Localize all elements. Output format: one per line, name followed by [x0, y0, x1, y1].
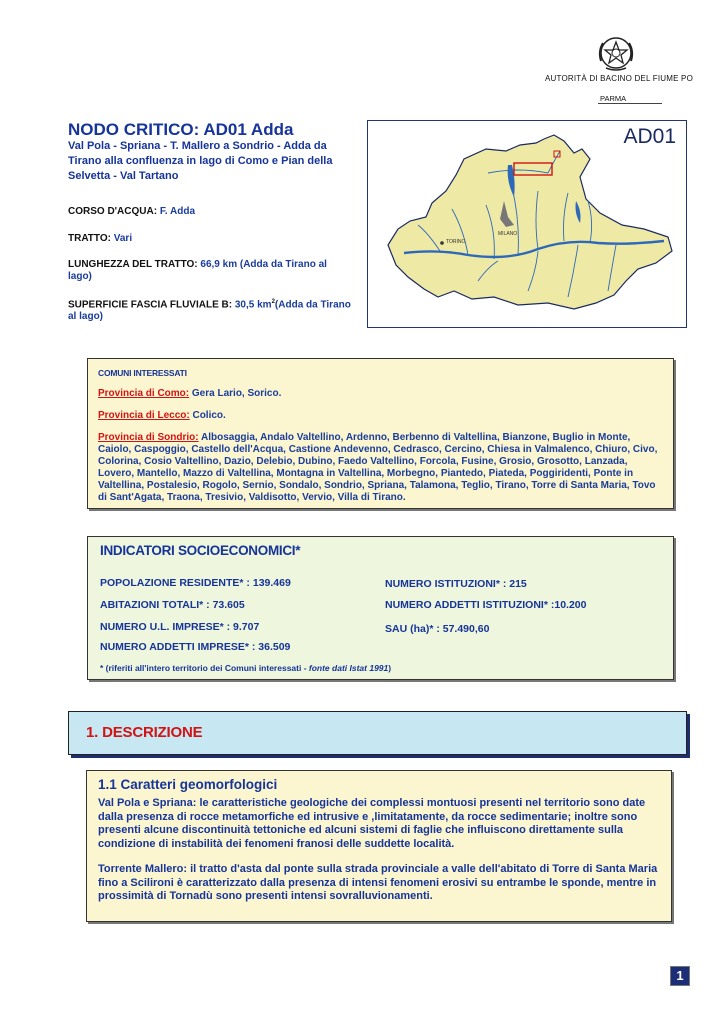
indicators-box	[87, 536, 674, 680]
republic-emblem-icon	[594, 34, 638, 74]
page-number: 1	[670, 966, 690, 986]
indicator-popolazione: POPOLAZIONE RESIDENTE* : 139.469	[100, 577, 291, 589]
province-list: Gera Lario, Sorico.	[189, 388, 282, 399]
province-lecco	[98, 410, 666, 422]
indicator-addetti-istituzioni: NUMERO ADDETTI ISTITUZIONI* :10.200	[385, 599, 587, 611]
divider	[598, 103, 662, 104]
field-lunghezza	[68, 259, 348, 283]
section-title: 1. DESCRIZIONE	[86, 724, 203, 741]
comuni-title: COMUNI INTERESSATI	[98, 368, 187, 378]
province-list: Colico.	[189, 410, 226, 421]
field-value: 66,9 km (Adda da Tirano al lago)	[68, 259, 327, 282]
province-como	[98, 388, 666, 400]
field-corso-acqua	[68, 206, 195, 218]
footnote-close: )	[388, 663, 392, 673]
field-label: CORSO D'ACQUA:	[68, 206, 158, 217]
footnote-source: fonte dati Istat 1991	[308, 663, 389, 673]
field-superscript: 2	[271, 299, 275, 305]
indicator-sau: SAU (ha)* : 57.490,60	[385, 623, 490, 635]
field-value: 30,5 km	[232, 299, 272, 311]
field-label: TRATTO:	[68, 233, 111, 244]
province-name: Provincia di Como:	[98, 388, 190, 399]
field-superficie	[68, 296, 358, 323]
field-label: SUPERFICIE FASCIA FLUVIALE B:	[68, 299, 233, 311]
indicators-footnote	[100, 663, 391, 673]
field-value-tail: (Adda da Tirano al lago)	[68, 299, 351, 323]
description-box	[86, 770, 672, 922]
map-code: AD01	[623, 125, 676, 148]
indicator-istituzioni: NUMERO ISTITUZIONI* : 215	[385, 578, 527, 590]
description-paragraph: Val Pola e Spriana: le caratteristiche geologiche dei complessi montuosi presenti nel territorio sono date dalla presenza di rocce metamorfiche ed intrusive e ,limitatamente, da rocce sedimentarie; inoltre sono presenti alcune discontinuità tettoniche ed alcuni sistemi di faglie che influiscono direttamente sulla condizione di instabilità dei fenomeni franosi delle suddette località.	[98, 797, 646, 850]
page-subtitle: Val Pola - Spriana - T. Mallero a Sondrio - Adda da Tirano alla confluenza in lago di Como e Pian della Selvetta - Val Tartano	[68, 140, 333, 182]
map-label-milano: MILANO	[498, 231, 518, 237]
province-name: Provincia di Sondrio:	[98, 432, 199, 443]
authority-city: PARMA	[600, 94, 627, 103]
basin-map-graphic	[368, 121, 686, 327]
province-name: Provincia di Lecco:	[98, 410, 190, 421]
basin-map	[367, 120, 687, 328]
page-title: NODO CRITICO: AD01 Adda	[68, 120, 294, 139]
field-tratto	[68, 233, 132, 245]
footnote-text: * (riferiti all'intero territorio dei Comuni interessati -	[100, 663, 309, 673]
field-value: F. Adda	[157, 206, 196, 217]
indicator-addetti-imprese: NUMERO ADDETTI IMPRESE* : 36.509	[100, 641, 291, 653]
province-sondrio	[98, 432, 666, 504]
description-subtitle: 1.1 Caratteri geomorfologici	[98, 777, 278, 792]
description-paragraph: Torrente Mallero: il tratto d'asta dal ponte sulla strada provinciale a valle dell'abitato di Torre di Santa Maria fino a Scilironi è caratterizzato dalla presenza di intensi fenomeni erosivi su entrambe le sponde, mentre in prossimità di Tornadù sono presenti intensi sovralluvionamenti.	[98, 863, 658, 902]
comuni-box	[87, 358, 674, 509]
indicators-title: INDICATORI SOCIOECONOMICI*	[100, 543, 301, 558]
indicator-abitazioni: ABITAZIONI TOTALI* : 73.605	[100, 599, 245, 611]
province-list: Albosaggia, Andalo Valtellino, Ardenno, Berbenno di Valtellina, Bianzone, Buglio in Monte, Caiolo, Caspoggio, Castello dell'Acqua, Castione Andevenno, Cedrasco, Cercino, Chiesa in Valmalenco, Chiuro, Civo, Colorina, Cosio Valtellino, Dazio, Delebio, Dubino, Faedo Valtellino, Forcola, Fusine, Grosio, Grosotto, Lanzada, Lovero, Mantello, Mazzo di Valtellina, Montagna in Valtellina, Morbegno, Piantedo, Piateda, Poggiridenti, Ponte in Valtellina, Postalesio, Rogolo, Sernio, Sondalo, Sondrio, Spriana, Talamona, Teglio, Tirano, Torre di Santa Maria, Tovo di Sant'Agata, Traona, Tresivio, Valdisotto, Vervio, Villa di Tirano.	[98, 432, 658, 503]
indicator-ul-imprese: NUMERO U.L. IMPRESE* : 9.707	[100, 621, 260, 633]
field-value: Vari	[110, 233, 133, 244]
section-heading	[68, 711, 687, 755]
authority-name: AUTORITÀ DI BACINO DEL FIUME PO	[545, 74, 693, 83]
field-label: LUNGHEZZA DEL TRATTO:	[68, 259, 198, 270]
map-label-torino: TORINO	[446, 239, 466, 245]
